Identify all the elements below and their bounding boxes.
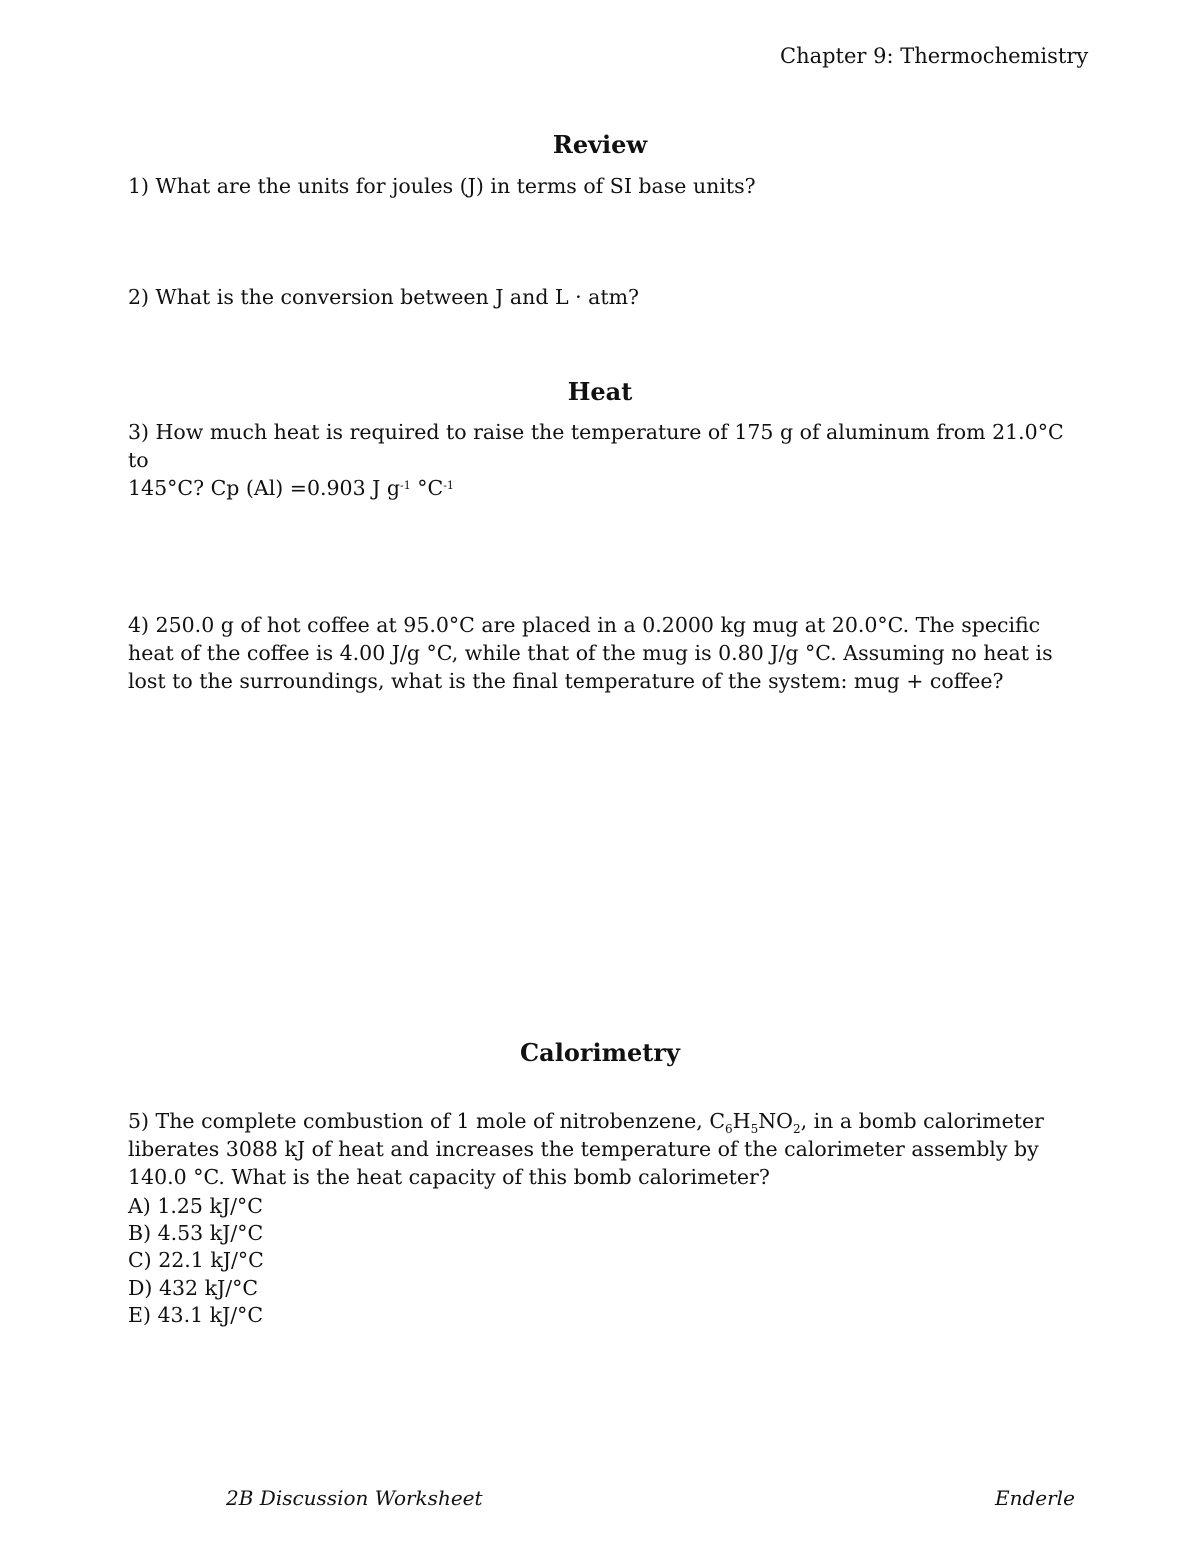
question-3-line2: 145°C? Cp (Al) =0.903 J g bbox=[128, 476, 401, 500]
question-3-exponent-2: -1 bbox=[443, 479, 454, 492]
question-4: 4) 250.0 g of hot coffee at 95.0°C are placed in a 0.2000 kg mug at 20.0°C. The specific heat of the coffee is 4.00 J/g °C, while that of the mug is 0.80 J/g °C. Assuming no heat is lost to the surroundings, what is the final temperature of the system: mug + coffee? bbox=[128, 613, 1053, 693]
question-3-line1: 3) How much heat is required to raise the temperature of 175 g of aluminum from 21.0°C to bbox=[128, 420, 1064, 472]
question-3-unit: °C bbox=[410, 476, 444, 500]
choice-c: C) 22.1 kJ/°C bbox=[128, 1248, 264, 1272]
question-3 bbox=[128, 418, 1068, 502]
choice-b: B) 4.53 kJ/°C bbox=[128, 1221, 264, 1245]
question-2: 2) What is the conversion between J and L · atm? bbox=[128, 285, 640, 309]
section-title-heat: Heat bbox=[567, 377, 633, 406]
question-3-exponent-1: -1 bbox=[400, 479, 411, 492]
question-5: 5) The complete combustion of 1 mole of nitrobenzene, $C_6H_5NO_2$, in a bomb calorimeter liberates 3088 kJ of heat and increases the temperature of the calorimeter assembly by 140.0 °C. What is the heat capacity of this bomb calorimeter? bbox=[128, 1109, 1044, 1189]
chapter-header: Chapter 9: Thermochemistry bbox=[780, 44, 1089, 68]
section-title-review: Review bbox=[552, 130, 648, 159]
footer-right: Enderle bbox=[995, 1486, 1075, 1510]
choice-a: A) 1.25 kJ/°C bbox=[128, 1194, 263, 1218]
choice-e: E) 43.1 kJ/°C bbox=[128, 1303, 264, 1327]
section-title-calorimetry: Calorimetry bbox=[520, 1038, 680, 1067]
footer-left: 2B Discussion Worksheet bbox=[226, 1486, 483, 1510]
choice-d: D) 432 kJ/°C bbox=[128, 1276, 259, 1300]
question-1: 1) What are the units for joules (J) in terms of SI base units? bbox=[128, 174, 756, 198]
